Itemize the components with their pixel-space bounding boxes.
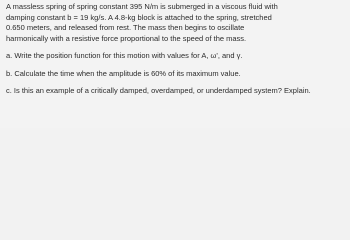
problem-line-1: A massless spring of spring constant 395 N/m is submerged in a viscous fluid with — [6, 2, 278, 11]
question-b: b. Calculate the time when the amplitude is 60% of its maximum value. — [6, 68, 241, 78]
question-c: c. Is this an example of a critically damped, overdamped, or underdamped system? Explain. — [6, 85, 311, 95]
question-a: a. Write the position function for this motion with values for A, ω', and γ. — [6, 51, 243, 61]
problem-line-3: 0.650 meters, and released from rest. The mass then begins to oscillate — [6, 23, 245, 33]
problem-line-4: harmonically with a resistive force proportional to the speed of the mass. — [6, 34, 247, 44]
problem-line-2: damping constant b = 19 kg/s. A 4.8-kg block is attached to the spring, stretched — [6, 12, 272, 22]
problem-statement — [6, 2, 342, 45]
